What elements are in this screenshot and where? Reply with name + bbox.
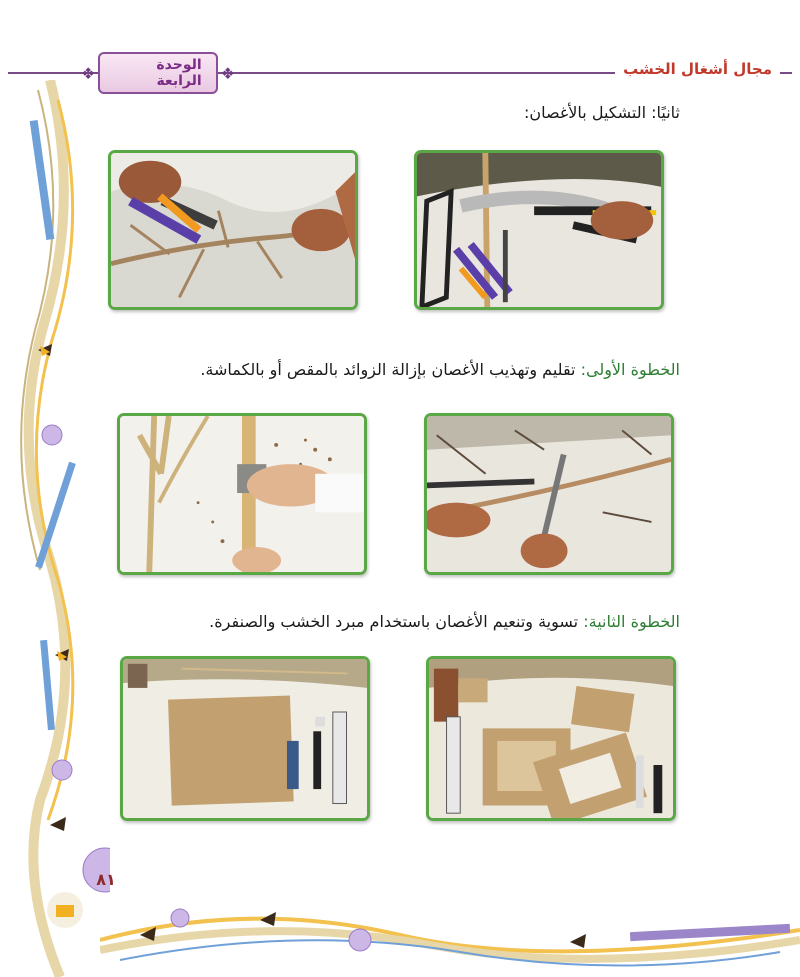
- step-2-label: الخطوة الثانية:: [583, 612, 680, 631]
- photo-cardboard-frames: [426, 656, 676, 821]
- photo-cardboard-and-tools: [120, 656, 370, 821]
- ornament-left-icon: ❖: [81, 63, 96, 83]
- photo-sanding-branch: [117, 413, 367, 575]
- section-heading-text: التشكيل بالأغصان:: [524, 103, 647, 122]
- photo-pliers-cutting-branch: [108, 150, 358, 310]
- step-2-heading: [209, 612, 680, 631]
- photo-shears-cutting-branch: [414, 150, 664, 310]
- step-1-label: الخطوة الأولى:: [580, 360, 680, 379]
- unit-label: الوحدة الرابعة: [98, 52, 217, 94]
- step-1-text: تقليم وتهذيب الأغصان بإزالة الزوائد بالمقص أو بالكماشة.: [200, 360, 576, 379]
- ornament-right-icon: ❖: [220, 63, 235, 83]
- floral-bottom-decoration: [100, 880, 800, 977]
- step-1-heading: [200, 360, 680, 379]
- step-2-text: تسوية وتنعيم الأغصان باستخدام مبرد الخشب والصنفرة.: [209, 612, 579, 631]
- page-number: ٨١: [96, 870, 116, 889]
- floral-vine-decoration: [0, 80, 110, 977]
- section-heading: [524, 103, 680, 122]
- section-title: مجال أشغال الخشب: [615, 60, 780, 78]
- section-heading-prefix: ثانيًا:: [651, 103, 680, 122]
- photo-filing-branch: [424, 413, 674, 575]
